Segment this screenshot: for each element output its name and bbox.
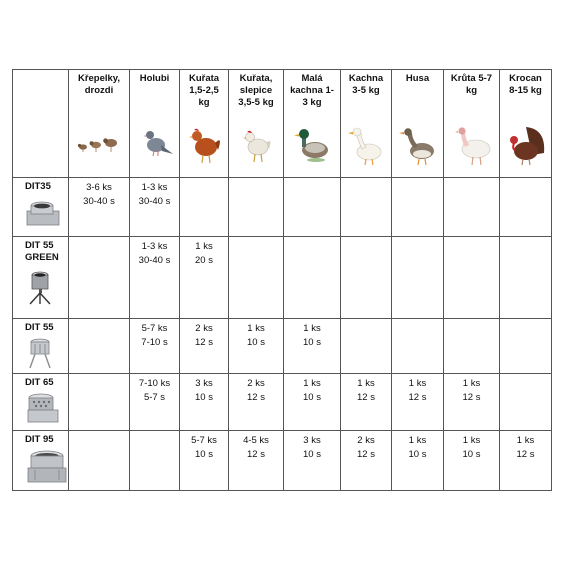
quail-icon bbox=[74, 123, 124, 159]
cell bbox=[229, 319, 284, 374]
col-header-label: Krůta 5-7 kg bbox=[450, 73, 493, 96]
duration: 10 s bbox=[247, 337, 265, 348]
comparison-table bbox=[12, 69, 552, 491]
duration: 10 s bbox=[195, 392, 213, 403]
duration: 12 s bbox=[516, 449, 535, 460]
cell bbox=[229, 237, 284, 319]
pieces: 1 ks bbox=[247, 323, 265, 334]
cell bbox=[341, 319, 392, 374]
cell bbox=[180, 178, 229, 237]
plucker-dit65-icon bbox=[25, 391, 61, 425]
plucker-dit35-icon bbox=[25, 195, 61, 227]
pieces: 1-3 ks bbox=[141, 182, 168, 193]
cell bbox=[229, 374, 284, 431]
col-header-turkey bbox=[500, 70, 552, 178]
pieces: 1 ks bbox=[303, 323, 321, 334]
duration: 7-10 s bbox=[141, 337, 168, 348]
table-row bbox=[13, 237, 552, 319]
plucker-dit95-icon bbox=[25, 448, 69, 486]
pieces: 1 ks bbox=[303, 378, 321, 389]
pieces: 2 ks bbox=[195, 323, 213, 334]
cell bbox=[284, 237, 341, 319]
cell bbox=[392, 178, 444, 237]
cell bbox=[284, 178, 341, 237]
row-header-dit95 bbox=[13, 431, 69, 491]
pigeon-icon bbox=[135, 123, 175, 161]
pieces: 2 ks bbox=[247, 378, 265, 389]
cell bbox=[69, 237, 130, 319]
duration: 12 s bbox=[195, 337, 213, 348]
plucker-dit55-green-icon bbox=[25, 266, 59, 306]
table-row bbox=[13, 374, 552, 431]
col-header-label: Malá kachna 1- 3 kg bbox=[290, 73, 334, 108]
col-header-goose bbox=[392, 70, 444, 178]
pieces: 5-7 ks bbox=[141, 323, 168, 334]
cell bbox=[180, 237, 229, 319]
duration: 30-40 s bbox=[83, 196, 115, 207]
row-header-dit55 bbox=[13, 319, 69, 374]
cell bbox=[130, 374, 180, 431]
col-header-mallard bbox=[284, 70, 341, 178]
cell bbox=[69, 319, 130, 374]
cell bbox=[500, 178, 552, 237]
duration: 12 s bbox=[462, 392, 481, 403]
cell bbox=[341, 431, 392, 491]
model-label: DIT 55 bbox=[25, 322, 54, 333]
cell bbox=[69, 178, 130, 237]
col-header-quail bbox=[69, 70, 130, 178]
cell bbox=[444, 431, 500, 491]
pieces: 4-5 ks bbox=[243, 435, 269, 446]
cell bbox=[130, 319, 180, 374]
pieces: 1 ks bbox=[357, 378, 375, 389]
duration: 5-7 s bbox=[143, 392, 166, 403]
mallard-icon bbox=[290, 123, 334, 167]
pieces: 1 ks bbox=[408, 378, 427, 389]
row-header-dit35 bbox=[13, 178, 69, 237]
cell bbox=[500, 374, 552, 431]
duration: 12 s bbox=[357, 392, 375, 403]
duration: 10 s bbox=[303, 337, 321, 348]
col-header-label: Husa bbox=[405, 73, 430, 84]
pieces: 7-10 ks bbox=[138, 378, 171, 389]
col-header-label: Kuřata 1,5-2,5 kg bbox=[188, 73, 220, 108]
pieces: 1 ks bbox=[516, 435, 535, 446]
cell bbox=[130, 237, 180, 319]
col-header-hen bbox=[229, 70, 284, 178]
chicken-icon bbox=[184, 123, 224, 167]
pieces: 3 ks bbox=[195, 378, 213, 389]
cell bbox=[130, 178, 180, 237]
row-header-dit65 bbox=[13, 374, 69, 431]
duration: 10 s bbox=[303, 392, 321, 403]
col-header-label: Křepelky, drozdi bbox=[77, 73, 121, 96]
cell bbox=[341, 178, 392, 237]
cell bbox=[392, 319, 444, 374]
pieces: 3 ks bbox=[303, 435, 321, 446]
cell bbox=[444, 237, 500, 319]
pieces: 1 ks bbox=[195, 241, 213, 252]
cell bbox=[444, 178, 500, 237]
duck-icon bbox=[344, 123, 388, 169]
col-header-pigeon bbox=[130, 70, 180, 178]
cell bbox=[180, 319, 229, 374]
turkey-hen-icon bbox=[449, 123, 495, 169]
cell bbox=[284, 319, 341, 374]
col-header-label: Kuřata, slepice 3,5-5 kg bbox=[238, 73, 274, 108]
pieces: 1 ks bbox=[462, 378, 481, 389]
pieces: 1-3 ks bbox=[141, 241, 168, 252]
pieces: 2 ks bbox=[357, 435, 375, 446]
cell bbox=[341, 237, 392, 319]
cell bbox=[392, 237, 444, 319]
cell bbox=[500, 319, 552, 374]
plucker-dit55-icon bbox=[25, 336, 59, 370]
cell bbox=[180, 431, 229, 491]
cell bbox=[180, 374, 229, 431]
col-header-label: Kachna 3-5 kg bbox=[348, 73, 384, 96]
pieces: 3-6 ks bbox=[86, 182, 112, 193]
cell bbox=[392, 374, 444, 431]
duration: 20 s bbox=[195, 255, 213, 266]
cell bbox=[284, 374, 341, 431]
row-header-dit55-green bbox=[13, 237, 69, 319]
cell bbox=[444, 319, 500, 374]
cell bbox=[444, 374, 500, 431]
pieces: 1 ks bbox=[462, 435, 481, 446]
col-header-turkey-hen bbox=[444, 70, 500, 178]
duration: 12 s bbox=[357, 449, 375, 460]
pieces: 5-7 ks bbox=[191, 435, 217, 446]
duration: 30-40 s bbox=[138, 196, 171, 207]
model-label: DIT 55 GREEN bbox=[25, 240, 59, 263]
cell bbox=[500, 431, 552, 491]
hen-icon bbox=[236, 123, 276, 167]
model-label: DIT 65 bbox=[25, 377, 54, 388]
table-row bbox=[13, 319, 552, 374]
cell bbox=[130, 431, 180, 491]
duration: 10 s bbox=[195, 449, 213, 460]
model-label: DIT35 bbox=[25, 181, 51, 192]
duration: 10 s bbox=[462, 449, 481, 460]
table-row bbox=[13, 178, 552, 237]
turkey-icon bbox=[504, 123, 548, 169]
col-header-label: Holubi bbox=[139, 73, 170, 84]
pieces: 1 ks bbox=[408, 435, 427, 446]
duration: 12 s bbox=[247, 392, 265, 403]
cell bbox=[229, 178, 284, 237]
table-row bbox=[13, 431, 552, 491]
duration: 10 s bbox=[303, 449, 321, 460]
cell bbox=[229, 431, 284, 491]
col-header-label: Krocan 8-15 kg bbox=[509, 73, 542, 96]
header-row bbox=[13, 70, 552, 178]
cell bbox=[500, 237, 552, 319]
goose-icon bbox=[396, 123, 440, 169]
cell bbox=[69, 374, 130, 431]
col-header-duck bbox=[341, 70, 392, 178]
model-label: DIT 95 bbox=[25, 434, 54, 445]
duration: 30-40 s bbox=[138, 255, 171, 266]
cell bbox=[392, 431, 444, 491]
duration: 10 s bbox=[408, 449, 427, 460]
corner-cell bbox=[13, 70, 69, 178]
col-header-chicken bbox=[180, 70, 229, 178]
cell bbox=[284, 431, 341, 491]
cell bbox=[341, 374, 392, 431]
duration: 12 s bbox=[408, 392, 427, 403]
duration: 12 s bbox=[247, 449, 265, 460]
cell bbox=[69, 431, 130, 491]
